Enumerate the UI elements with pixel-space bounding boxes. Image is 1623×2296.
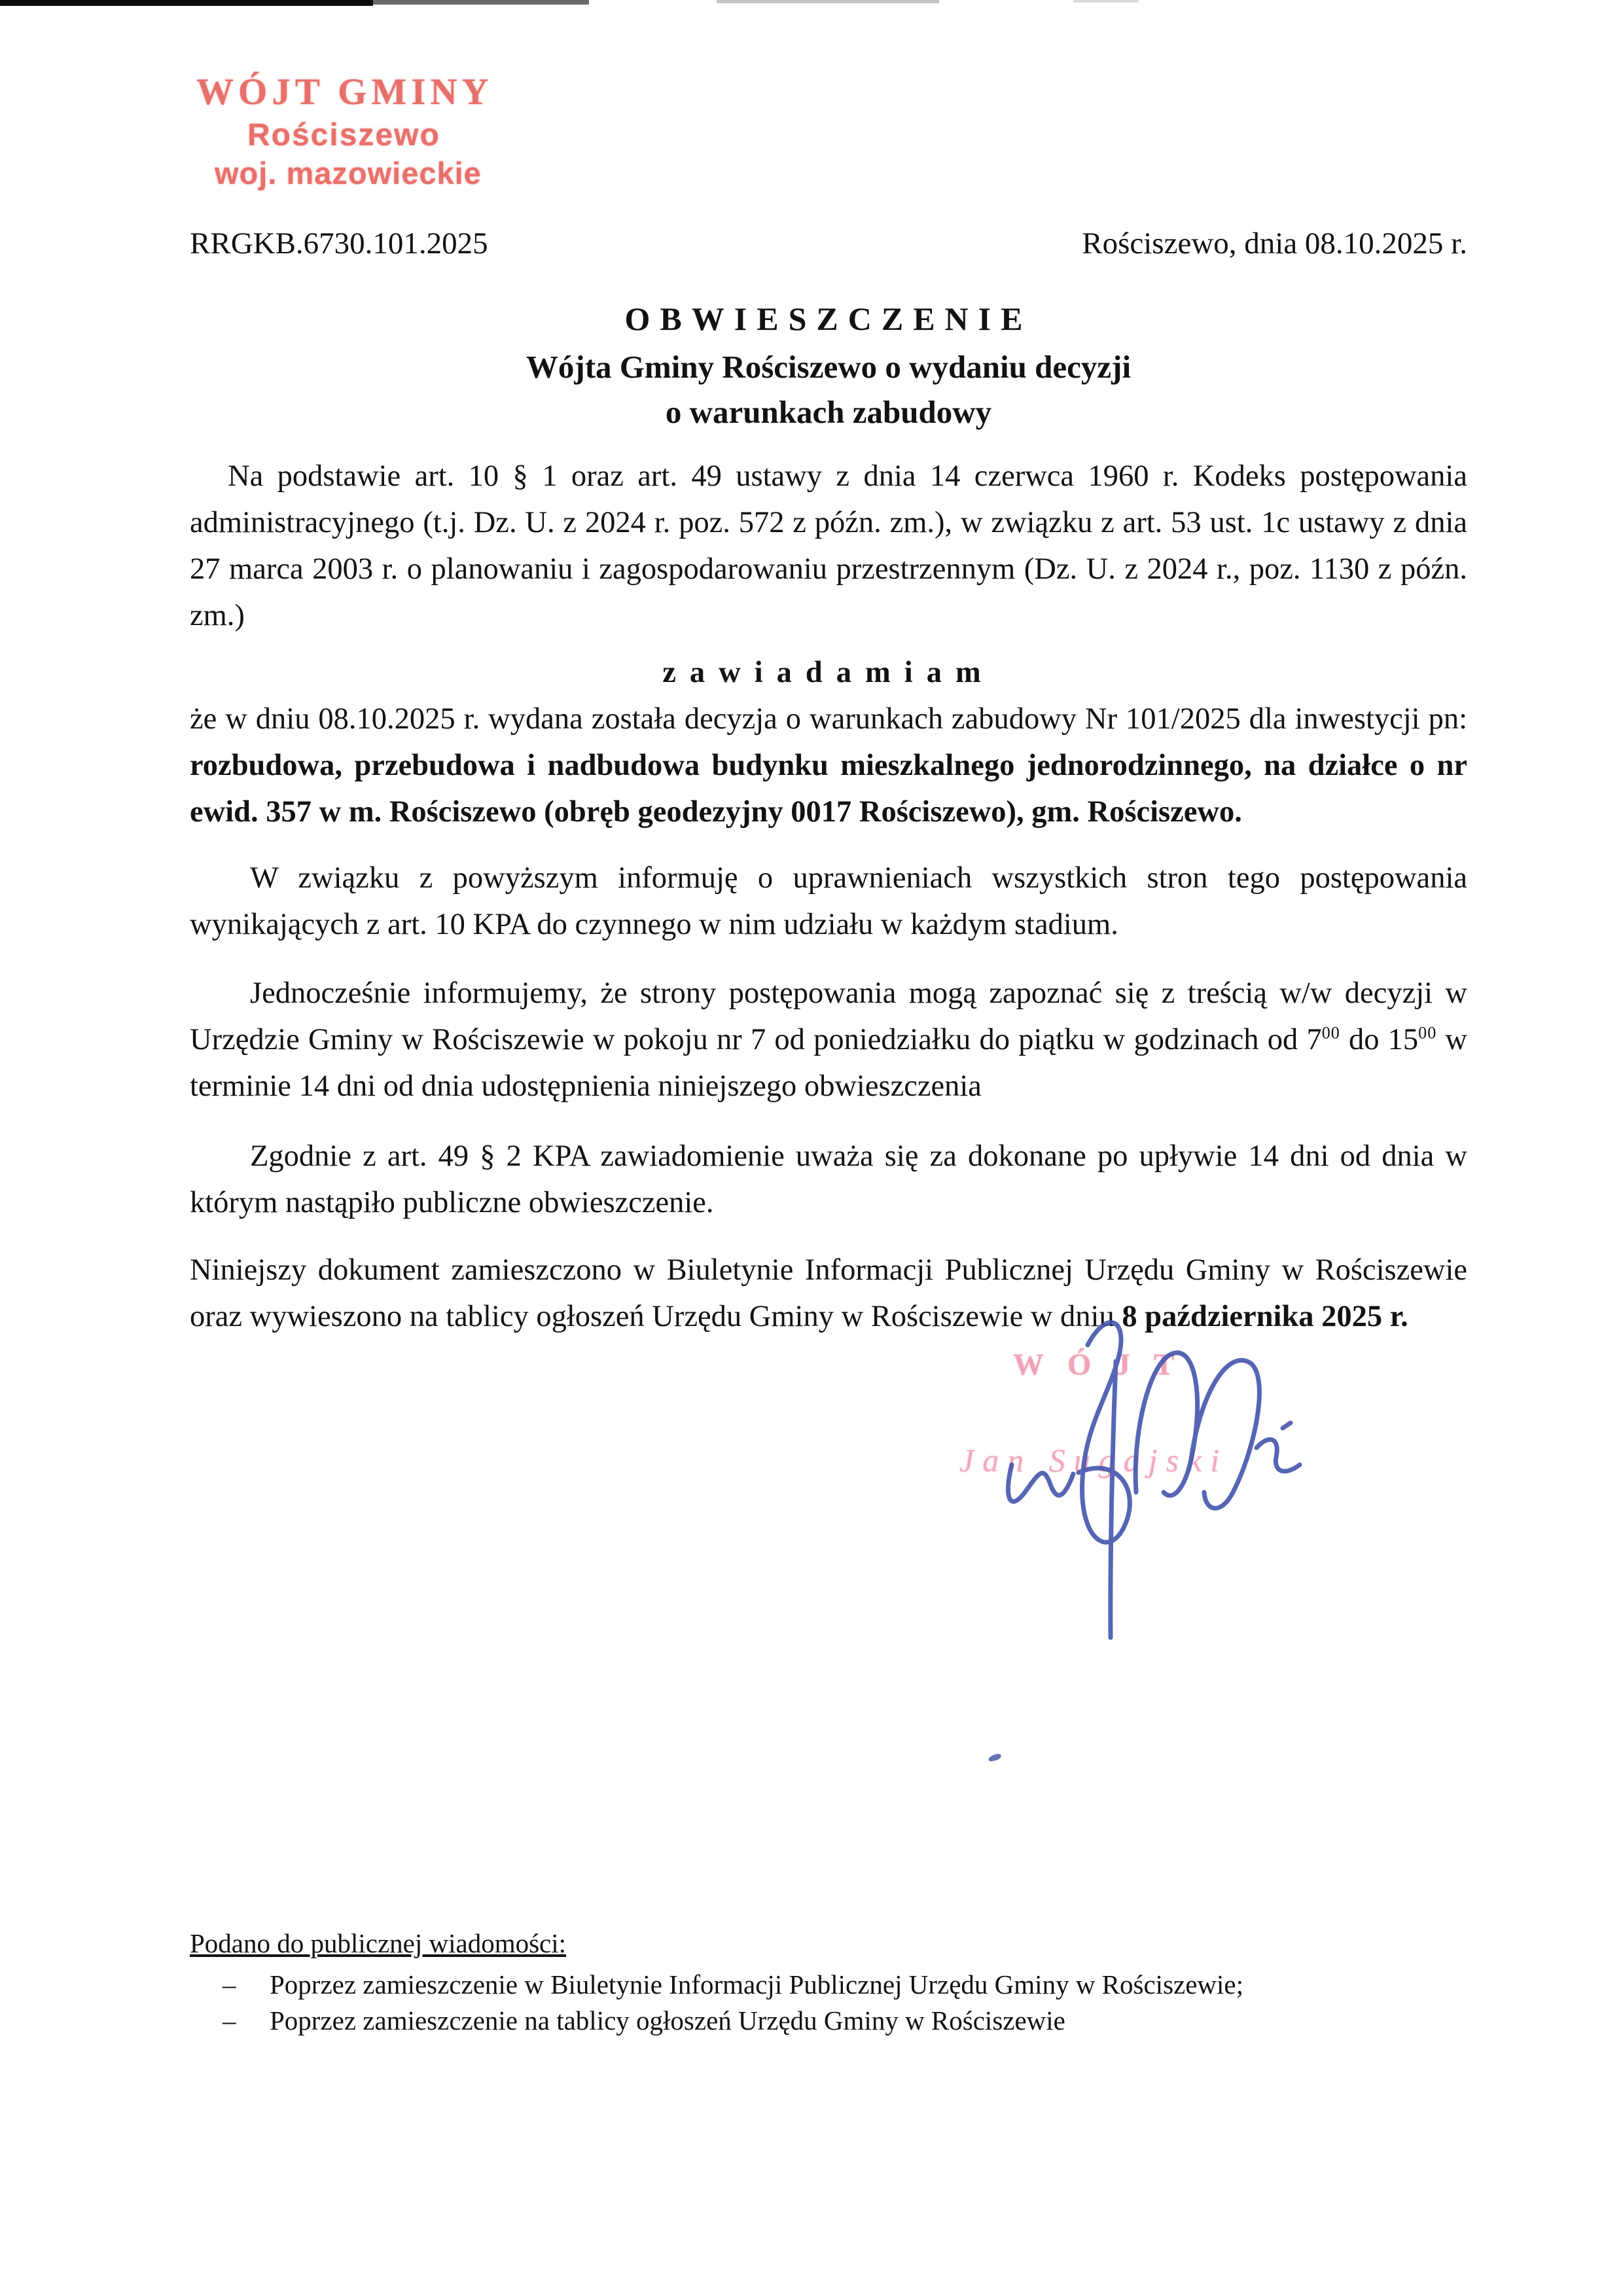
paragraph-legal-basis: Na podstawie art. 10 § 1 oraz art. 49 ustawy z dnia 14 czerwca 1960 r. Kodeks postępowania administracyjnego (t.j. Dz. U. z 2024 r. poz. 572 z późn. zm.), w związku z art. 53 ust. 1c ustawy z dnia 27 marca 2003 r. o planowaniu i zagospodarowaniu przestrzennym (Dz. U. z 2024 r., poz. 1130 z późn. zm.) (190, 459, 1467, 632)
dash-bullet: – (223, 1969, 236, 2000)
office-stamp (196, 72, 493, 190)
paragraph-rights: W związku z powyższym informuję o uprawnieniach wszystkich stron tego postępowania wynikających z art. 10 KPA do czynnego w nim udziału w każdym stadium. (190, 861, 1467, 941)
scan-artifact-strip (0, 0, 373, 6)
list-item (190, 2003, 1467, 2039)
office-stamp-line2: Rościszewo (247, 117, 440, 152)
notify-heading: zawiadamiam (662, 656, 995, 689)
office-stamp-line3: woj. mazowieckie (215, 156, 482, 191)
hours-superscript-value: 00 (1418, 1023, 1437, 1043)
scan-artifact-strip (717, 0, 939, 3)
title-line3: o warunkach zabudowy (665, 394, 992, 430)
review-info-text: w terminie 14 dni od dnia udostępnienia niniejszego obwieszczenia (190, 1023, 1467, 1103)
publication-footer (190, 1926, 1467, 2039)
title-line2: Wójta Gminy Rościszewo o wydaniu decyzji (526, 349, 1132, 385)
hours-superscript-value: 00 (1321, 1023, 1340, 1043)
signature-block (916, 1276, 1374, 1643)
scan-artifact-strip (1073, 0, 1139, 3)
handwritten-signature-icon (916, 1276, 1374, 1643)
title-line1: OBWIESZCZENIE (624, 300, 1033, 337)
signer-role-stamp: WÓJT (1013, 1348, 1198, 1382)
paragraph-decision (190, 696, 1467, 835)
place-and-date: Rościszewo, dnia 08.10.2025 r. (1082, 226, 1467, 260)
document-body (190, 453, 1467, 1340)
footer-item-text: Poprzez zamieszczenie na tablicy ogłoszeń Urzędu Gminy w Rościszewie (270, 2005, 1065, 2036)
hours-superscript (1322, 1024, 1340, 1043)
office-stamp-line1: WÓJT GMINY (196, 71, 493, 113)
dash-bullet: – (223, 2005, 236, 2036)
document-title (190, 300, 1467, 431)
paragraph-notice-effective: Zgodnie z art. 49 § 2 KPA zawiadomienie uważa się za dokonane po upływie 14 dni od dnia w którym nastąpiło publiczne obwieszczenie. (190, 1139, 1467, 1219)
signer-name-stamp: Jan Sugajski (959, 1442, 1228, 1479)
decision-investment-bold: rozbudowa, przebudowa i nadbudowa budynku mieszkalnego jednorodzinnego, na działce o nr ewid. 357 w m. Rościszewo (obręb geodezyjny 0017 Rościszewo), gm. Rościszewo. (190, 749, 1467, 829)
review-info-text: do 15 (1340, 1023, 1419, 1056)
list-item (190, 1967, 1467, 2003)
decision-text: że w dniu 08.10.2025 r. wydana została decyzja o warunkach zabudowy Nr 101/2025 dla inwestycji pn: (190, 702, 1467, 736)
footer-item-text: Poprzez zamieszczenie w Biuletynie Informacji Publicznej Urzędu Gminy w Rościszewie; (270, 1969, 1244, 2000)
case-reference-number: RRGKB.6730.101.2025 (190, 226, 488, 260)
ink-speck (988, 1753, 1002, 1763)
publication-text: Niniejszy dokument zamieszczono w Biuletynie Informacji Publicznej Urzędu Gminy w Rościszewie oraz wywieszono na tablicy ogłoszeń Urzędu Gminy w Rościszewie w dniu (190, 1253, 1467, 1333)
footer-heading: Podano do publicznej wiadomości: (190, 1928, 567, 1958)
scan-artifact-strip (373, 0, 589, 5)
review-info-text: Jednocześnie informujemy, że strony postępowania mogą zapoznać się z treścią w/w decyzji w Urzędzie Gminy w Rościszewie w pokoju nr 7 od poniedziałku do piątku w godzinach od 7 (190, 977, 1467, 1056)
reference-row (190, 226, 1467, 261)
publication-date-bold: 8 października 2025 r. (1122, 1300, 1408, 1333)
hours-superscript (1418, 1024, 1436, 1043)
paragraph-review-info (190, 970, 1467, 1109)
